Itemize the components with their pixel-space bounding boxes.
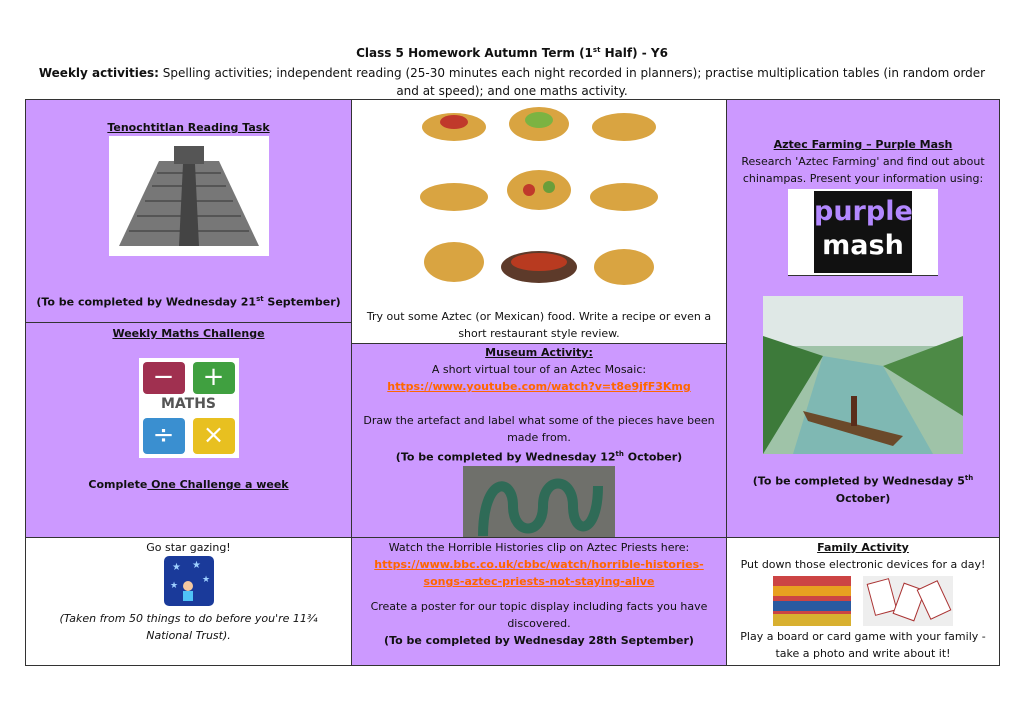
star-gazing-image (164, 556, 214, 606)
museum-instructions: Draw the artefact and label what some of the pieces have been made from. (363, 414, 715, 444)
stars-title: Go star gazing! (146, 541, 231, 554)
farming-cell (726, 99, 1000, 538)
family-instructions: Play a board or card game with your family - take a photo and write about it! (740, 630, 986, 660)
farming-text: Research 'Aztec Farming' and find out about chinampas. Present your information using: (741, 155, 985, 185)
stars-note: (Taken from 50 things to do before you're 11¾ National Trust). (59, 612, 318, 642)
reading-title: Tenochtitlan Reading Task (107, 121, 270, 134)
food-images (414, 102, 664, 292)
page-title: Class 5 Homework Autumn Term (1st Half) - Y6 (356, 46, 668, 60)
star-gazing-cell (25, 537, 352, 666)
maths-text: Complete One Challenge a week (88, 478, 289, 491)
museum-title: Museum Activity: (485, 346, 593, 359)
reading-task-cell (25, 99, 352, 323)
svg-text:★: ★ (191, 560, 201, 571)
pyramid-image (109, 136, 269, 256)
priests-due: (To be completed by Wednesday 28th September) (384, 634, 694, 647)
svg-text:★: ★ (201, 575, 210, 585)
food-text: Try out some Aztec (or Mexican) food. Write a recipe or even a short restaurant style review. (366, 310, 712, 340)
museum-link[interactable]: https://www.youtube.com/watch?v=t8e9jfF3Kmg (387, 380, 691, 393)
weekly-activities: Weekly activities: Spelling activities; independent reading (25-30 minutes each night recorded in planners); practise multiplication tables (in random order and at speed); and one maths activity. (38, 66, 986, 98)
farming-due: (To be completed by Wednesday 5th October) (752, 474, 974, 505)
svg-text:★: ★ (169, 581, 178, 591)
museum-text: A short virtual tour of an Aztec Mosaic: (431, 363, 647, 376)
board-games-image (773, 576, 851, 626)
museum-due: (To be completed by Wednesday 12th October) (395, 450, 683, 464)
maths-logo: − + MATHS ÷ × (139, 358, 239, 458)
serpent-artefact-image (463, 466, 615, 538)
family-text: Put down those electronic devices for a day! (740, 558, 986, 571)
priests-text: Watch the Horrible Histories clip on Aztec Priests here: (388, 541, 690, 554)
maths-challenge-cell (25, 322, 352, 538)
farming-title: Aztec Farming – Purple Mash (773, 138, 953, 151)
priests-cell (351, 537, 727, 666)
games-images (727, 576, 999, 626)
family-cell (726, 537, 1000, 666)
priests-instructions: Create a poster for our topic display including facts you have discovered. (370, 600, 708, 630)
museum-cell (351, 343, 727, 538)
food-cell (351, 99, 727, 344)
maths-title: Weekly Maths Challenge (112, 327, 265, 340)
reading-due: (To be completed by Wednesday 21st September) (36, 295, 341, 309)
family-title: Family Activity (817, 541, 909, 554)
chinampas-image (763, 296, 963, 454)
playing-cards-image (863, 576, 953, 626)
purple-mash-logo: purple mash (788, 189, 938, 276)
priests-link[interactable]: https://www.bbc.co.uk/cbbc/watch/horrible-histories-songs-aztec-priests-not-staying-alive (374, 558, 704, 588)
svg-text:★: ★ (171, 562, 181, 573)
